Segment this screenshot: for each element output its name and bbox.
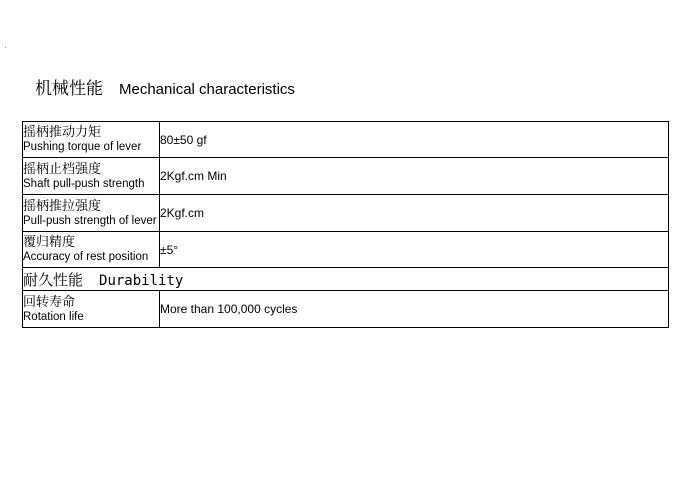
table-row <box>23 122 669 158</box>
label-en: Shaft pull-push strength <box>23 177 145 190</box>
mechanical-title-en: Mechanical characteristics <box>119 81 295 98</box>
row-value: 2Kgf.cm Min <box>160 158 669 195</box>
label-en: Pull-push strength of lever <box>23 214 157 227</box>
row-label <box>23 232 160 268</box>
table-row <box>23 291 669 328</box>
label-en: Pushing torque of lever <box>23 141 142 153</box>
label-en: Accuracy of rest position <box>23 251 149 263</box>
row-label <box>23 195 160 232</box>
label-cn: 摇柄推拉强度 <box>23 197 102 213</box>
durability-title-en: Durability <box>99 272 184 289</box>
row-label <box>23 122 160 158</box>
durability-section-row <box>23 268 669 291</box>
row-value: More than 100,000 cycles <box>160 291 669 328</box>
table-row <box>23 158 669 195</box>
label-cn: 摇柄推动力矩 <box>23 124 102 139</box>
label-cn: 覆归精度 <box>23 234 76 249</box>
stray-mark <box>5 47 6 48</box>
row-value: 2Kgf.cm <box>160 195 669 232</box>
spec-table <box>22 121 669 328</box>
table-row <box>23 232 669 268</box>
durability-section-title <box>23 268 669 291</box>
mechanical-title-cn: 机械性能 <box>35 79 103 98</box>
label-cn: 摇柄止档强度 <box>23 160 102 176</box>
row-label <box>23 291 160 328</box>
row-label <box>23 158 160 195</box>
row-value: ±5° <box>160 232 669 268</box>
row-value: 80±50 gf <box>160 122 669 158</box>
label-cn: 回转寿命 <box>23 293 76 309</box>
table-row <box>23 195 669 232</box>
label-en: Rotation life <box>23 310 84 323</box>
mechanical-section-title <box>35 78 295 101</box>
durability-title-cn: 耐久性能 <box>23 271 84 289</box>
